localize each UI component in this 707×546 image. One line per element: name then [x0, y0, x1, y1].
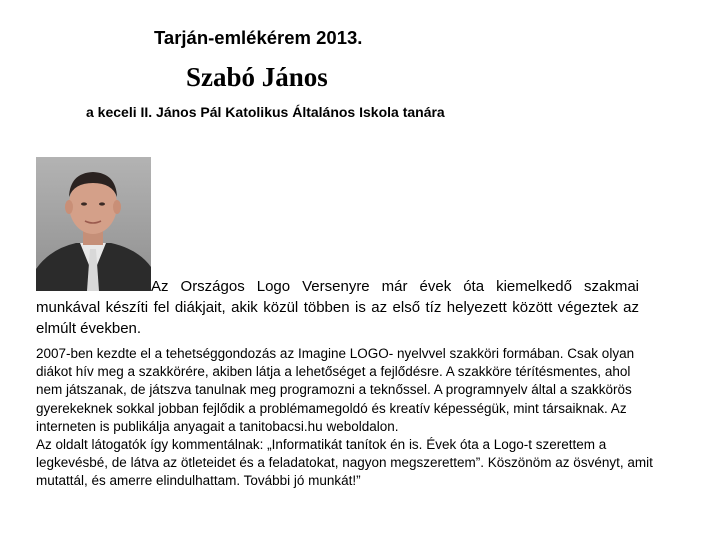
person-name: Szabó János — [186, 62, 328, 92]
intro-paragraph — [36, 276, 639, 339]
portrait-photo — [36, 157, 151, 291]
body-text — [36, 345, 656, 491]
body-paragraph: 2007-ben kezdte el a tehetséggondozás az Imagine LOGO- nyelvvel szakköri formában. Csak olyan diákot hív meg a szakkörére, akiben látja a lehetőséget a fejlődésre. A szakköre térítésmentes, ahol nem játszanak, de játszva tanulnak meg programozni a teknőssel. A programnyelv által a szakkörös gyerekeknek sokkal jobban fejlődik a problémamegoldó és kreatív képességük, mint társaiknak. Az interneten is publikálja anyagait a tanitobacsi.hu weboldalon. — [36, 346, 635, 434]
body-paragraph: Az oldalt látogatók így kommentálnak: „Informatikát tanítok én is. Évek óta a Logo-t szerettem a legkevésbé, de látva az ötleteidet és a feladatokat, nagyon megszerettem”. Köszönöm az ösvényt, amit mutattál, és amerre elindulhattam. További jó munkát!” — [36, 437, 653, 489]
intro-text: Az Országos Logo Versenyre már évek óta kiemelkedő szakmai munkával készíti fel diákjait, akik közül többen is az első tíz helyezett között végeztek az elmúlt években. — [36, 278, 639, 337]
school-subtitle: a keceli II. János Pál Katolikus Általános Iskola tanára — [86, 104, 445, 120]
award-title: Tarján-emlékérem 2013. — [154, 27, 363, 48]
